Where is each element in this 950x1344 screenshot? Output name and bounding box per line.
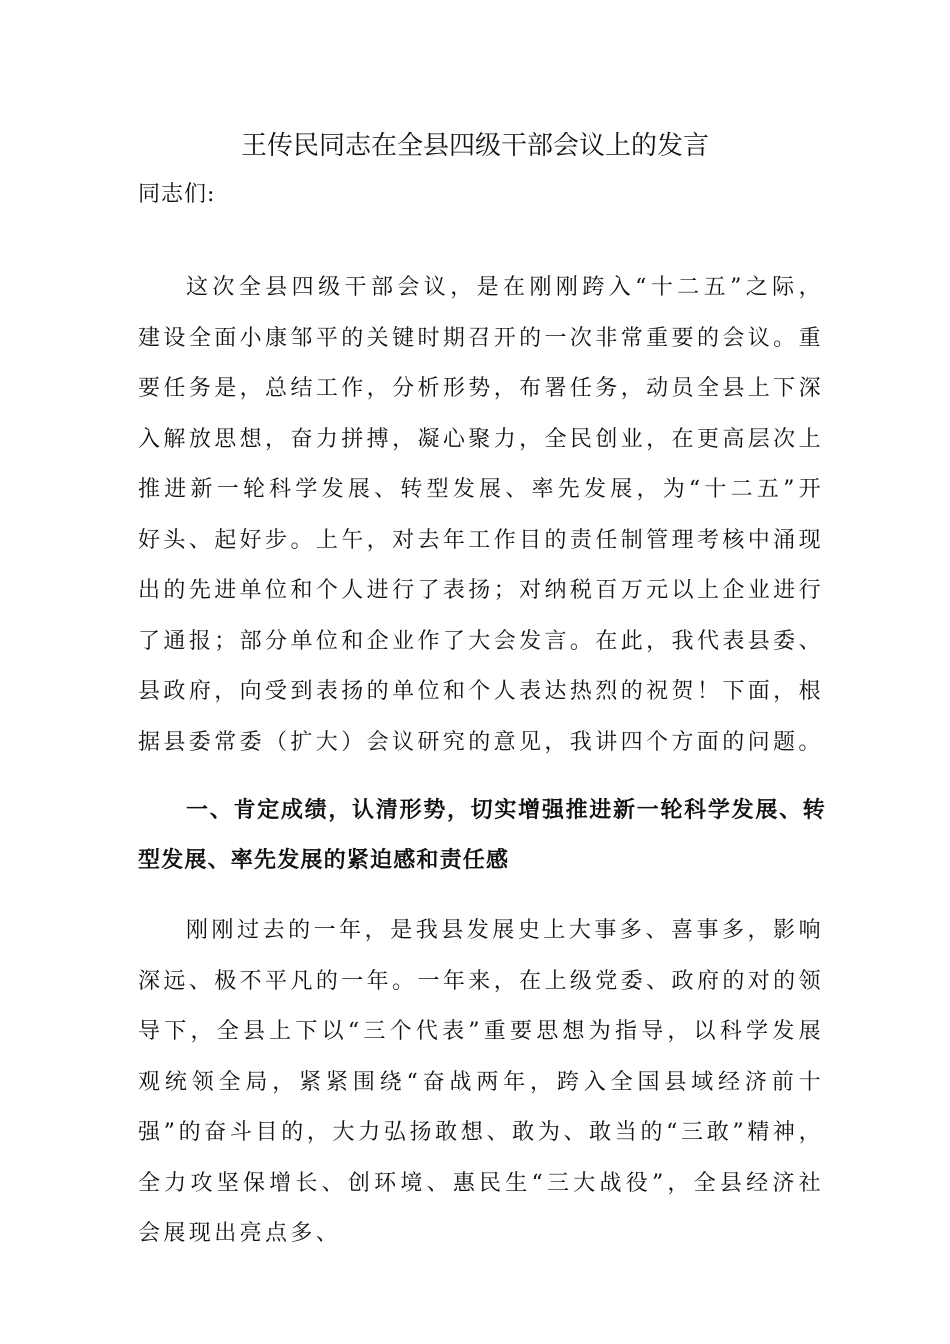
body-paragraph-2: 刚刚过去的一年，是我县发展史上大事多、喜事多，影响深远、极不平凡的一年。一年来，在上级党委、政府的对的领导下，全县上下以“三个代表”重要思想为指导，以科学发展观统领全局，紧紧围绕“奋战两年，跨入全国县域经济前十强”的奋斗目的，大力弘扬敢想、敢为、敢当的“三敢”精神，全力攻坚保增长、创环境、惠民生“三大战役”，全县经济社会展现出亮点多、 bbox=[138, 918, 824, 1246]
document-title: 王传民同志在全县四级干部会议上的发言 bbox=[240, 131, 709, 161]
body-paragraph-1: 这次全县四级干部会议，是在刚刚跨入“十二五”之际，建设全面小康邹平的关键时期召开的一次非常重要的会议。重要任务是，总结工作，分析形势，布署任务，动员全县上下深入解放思想，奋力拼搏，凝心聚力，全民创业，在更高层次上推进新一轮科学发展、转型发展、率先发展，为“十二五”开好头、起好步。上午，对去年工作目的责任制管理考核中涌现出的先进单位和个人进行了表扬；对纳税百万元以上企业进行了通报；部分单位和企业作了大会发言。在此，我代表县委、县政府，向受到表扬的单位和个人表达热烈的祝贺！下面，根据县委常委（扩大）会议研究的意见，我讲四个方面的问题。 bbox=[138, 275, 824, 755]
greeting-line: 同志们: bbox=[138, 182, 216, 207]
section-heading-1: 一、肯定成绩，认清形势，切实增强推进新一轮科学发展、转型发展、率先发展的紧迫感和责任感 bbox=[138, 798, 826, 873]
